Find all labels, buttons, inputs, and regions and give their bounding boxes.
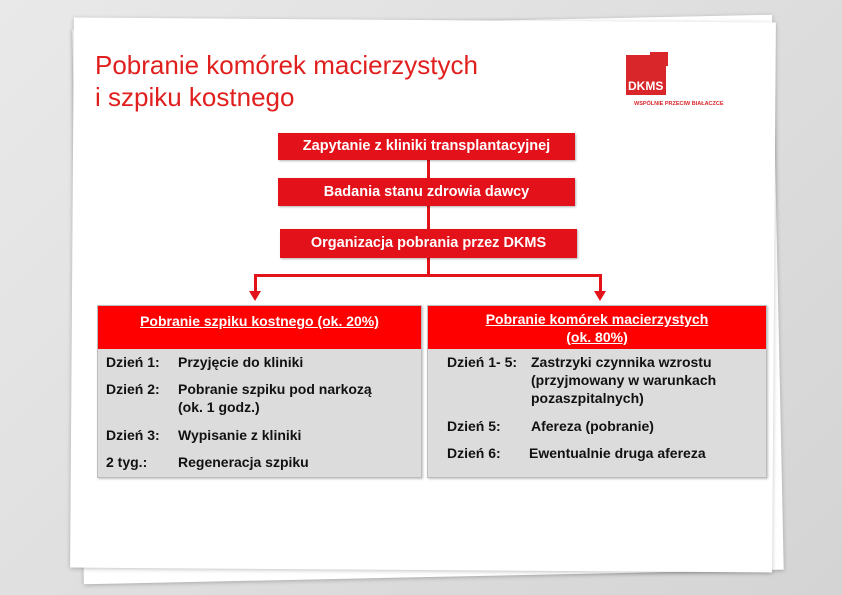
day-label: Dzień 2: bbox=[106, 381, 160, 397]
bone-marrow-panel bbox=[97, 305, 422, 478]
connector-right bbox=[599, 274, 602, 292]
arrow-down-icon bbox=[594, 291, 606, 301]
day-text: Ewentualnie druga afereza bbox=[529, 445, 706, 461]
panel-header-percent: (ok. 80%) bbox=[566, 329, 628, 345]
panel-header bbox=[428, 306, 766, 349]
day-label: 2 tyg.: bbox=[106, 454, 148, 470]
day-text: Pobranie szpiku pod narkozą (ok. 1 godz.) bbox=[178, 381, 372, 415]
day-text: Afereza (pobranie) bbox=[531, 418, 654, 434]
day-text: Zastrzyki czynnika wzrostu (przyjmowany w warunkach pozaszpitalnych) bbox=[531, 354, 717, 406]
stem-cell-panel bbox=[427, 305, 767, 478]
day-text: Wypisanie z kliniki bbox=[178, 427, 302, 443]
logo-tagline: WSPÓLNIE PRZECIW BIAŁACZCE bbox=[634, 101, 724, 107]
logo-mark bbox=[626, 55, 666, 95]
title-line-2: i szpiku kostnego bbox=[95, 82, 295, 112]
arrow-down-icon bbox=[249, 291, 261, 301]
day-label: Dzień 5: bbox=[447, 418, 501, 434]
connector-horizontal bbox=[254, 274, 602, 277]
day-text: Przyjęcie do kliniki bbox=[178, 354, 304, 370]
slide-title bbox=[95, 49, 478, 113]
title-line-1: Pobranie komórek macierzystych bbox=[95, 50, 478, 80]
connector-left bbox=[254, 274, 257, 292]
panel-header bbox=[98, 306, 421, 349]
logo-text: DKMS bbox=[628, 79, 664, 93]
step-1: Zapytanie z kliniki transplantacyjnej bbox=[278, 133, 575, 160]
step-3: Organizacja pobrania przez DKMS bbox=[280, 229, 577, 258]
day-label: Dzień 1: bbox=[106, 354, 160, 370]
panel-header-text: Pobranie szpiku kostnego (ok. 20%) bbox=[140, 313, 379, 329]
day-label: Dzień 6: bbox=[447, 445, 501, 461]
day-label: Dzień 1- 5: bbox=[447, 354, 518, 370]
day-text: Regeneracja szpiku bbox=[178, 454, 309, 470]
day-label: Dzień 3: bbox=[106, 427, 160, 443]
step-2: Badania stanu zdrowia dawcy bbox=[278, 178, 575, 206]
panel-header-text: Pobranie komórek macierzystych bbox=[485, 311, 709, 327]
dkms-logo bbox=[626, 55, 726, 115]
